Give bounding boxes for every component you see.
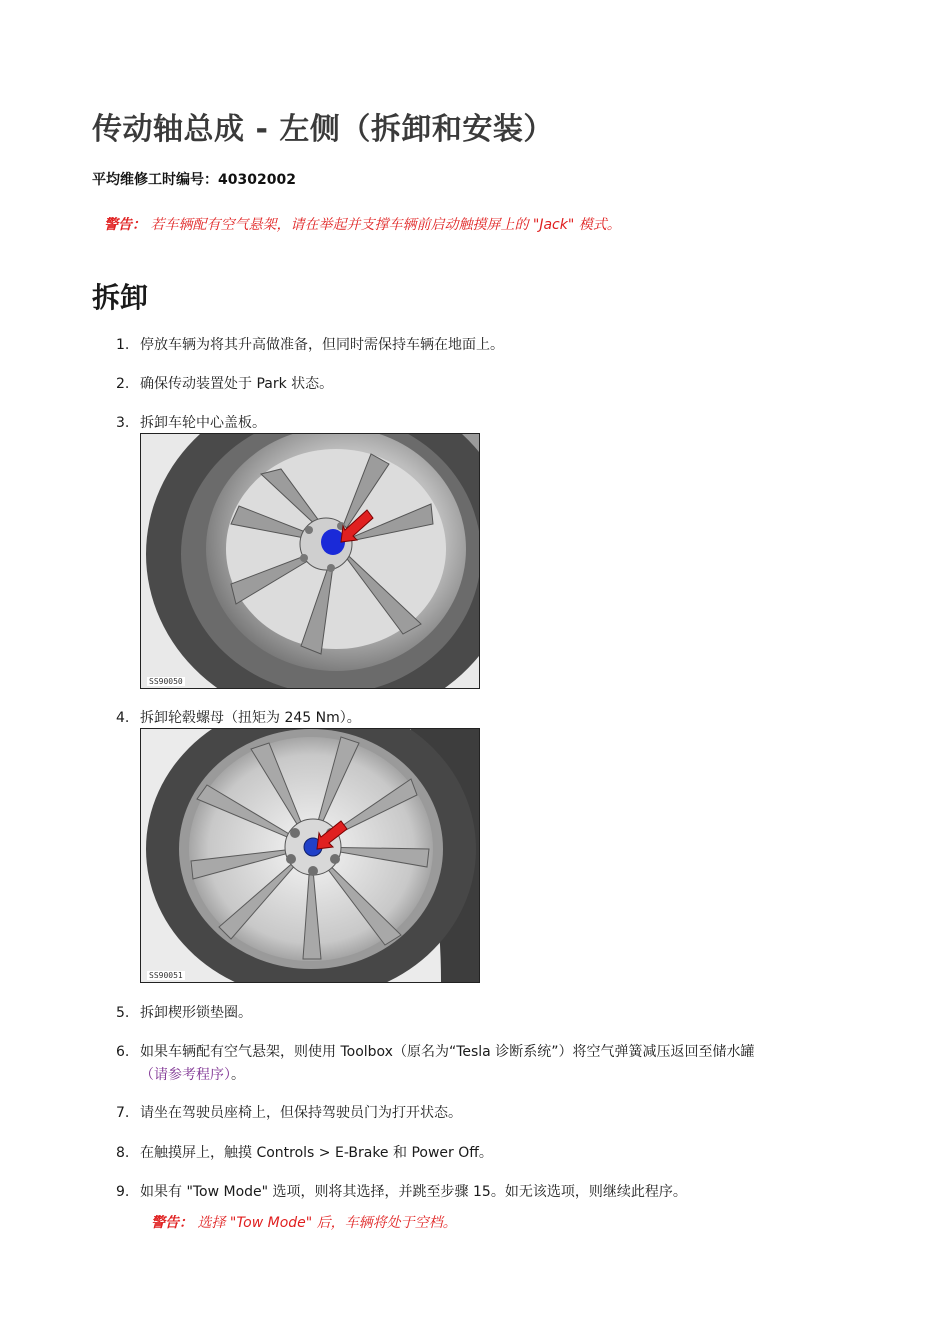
figure-label: SS90050 — [149, 677, 183, 686]
step-1 — [116, 334, 504, 354]
step-3 — [116, 412, 266, 432]
warning-tow-mode — [151, 1212, 457, 1232]
wheel-center-cap-illustration — [141, 434, 479, 688]
step-number: 3. — [116, 415, 130, 431]
step-text: 如果车辆配有空气悬架，则使用 Toolbox（原名为“Tesla 诊断系统”）将空气弹簧减压返回至储水罐 — [140, 1044, 755, 1060]
step-number: 7. — [116, 1105, 130, 1121]
step-4 — [116, 707, 361, 727]
step-number: 1. — [116, 337, 130, 353]
section-title: 拆卸 — [92, 281, 149, 314]
hub-nut-illustration — [141, 729, 479, 982]
figure-hub-nut — [140, 728, 480, 983]
step-2 — [116, 373, 333, 393]
step-number: 6. — [116, 1044, 130, 1060]
step-text: 确保传动装置处于 Park 状态。 — [140, 376, 334, 392]
step-7 — [116, 1102, 462, 1122]
page-title: 传动轴总成 - 左侧（拆卸和安装） — [92, 112, 554, 147]
step-number: 9. — [116, 1184, 130, 1200]
figure-wheel-center-cap — [140, 433, 480, 689]
labor-code: 平均维修工时编号：40302002 — [92, 172, 296, 188]
warning-air-suspension — [104, 214, 621, 234]
step-9 — [116, 1181, 687, 1201]
step-number: 8. — [116, 1145, 130, 1161]
step-text: 拆卸车轮中心盖板。 — [140, 415, 266, 431]
procedure-link[interactable]: （请参考程序） — [140, 1067, 231, 1083]
step-text: 停放车辆为将其升高做准备，但同时需保持车辆在地面上。 — [140, 337, 504, 353]
step-text: 请坐在驾驶员座椅上，但保持驾驶员门为打开状态。 — [140, 1105, 462, 1121]
step-number: 5. — [116, 1005, 130, 1021]
step-8 — [116, 1142, 493, 1162]
warning-label: 警告： — [151, 1215, 193, 1231]
warning-text: 选择 "Tow Mode" 后，车辆将处于空档。 — [197, 1215, 457, 1231]
warning-label: 警告： — [104, 217, 146, 233]
figure-label: SS90051 — [149, 971, 183, 980]
step-text: 拆卸楔形锁垫圈。 — [140, 1005, 252, 1021]
step-6 — [116, 1041, 754, 1061]
warning-text: 若车辆配有空气悬架，请在举起并支撑车辆前启动触摸屏上的 "Jack" 模式。 — [150, 217, 621, 233]
step-number: 2. — [116, 376, 130, 392]
step-5 — [116, 1002, 252, 1022]
step-text: 拆卸轮毂螺母（扭矩为 245 Nm）。 — [140, 710, 361, 726]
step-number: 4. — [116, 710, 130, 726]
step-6-continuation — [140, 1064, 245, 1084]
step-text-tail: 。 — [231, 1067, 245, 1083]
step-text: 在触摸屏上，触摸 Controls > E-Brake 和 Power Off。 — [140, 1145, 493, 1161]
step-text: 如果有 "Tow Mode" 选项，则将其选择，并跳至步骤 15。如无该选项，则继续此程序。 — [140, 1184, 687, 1200]
